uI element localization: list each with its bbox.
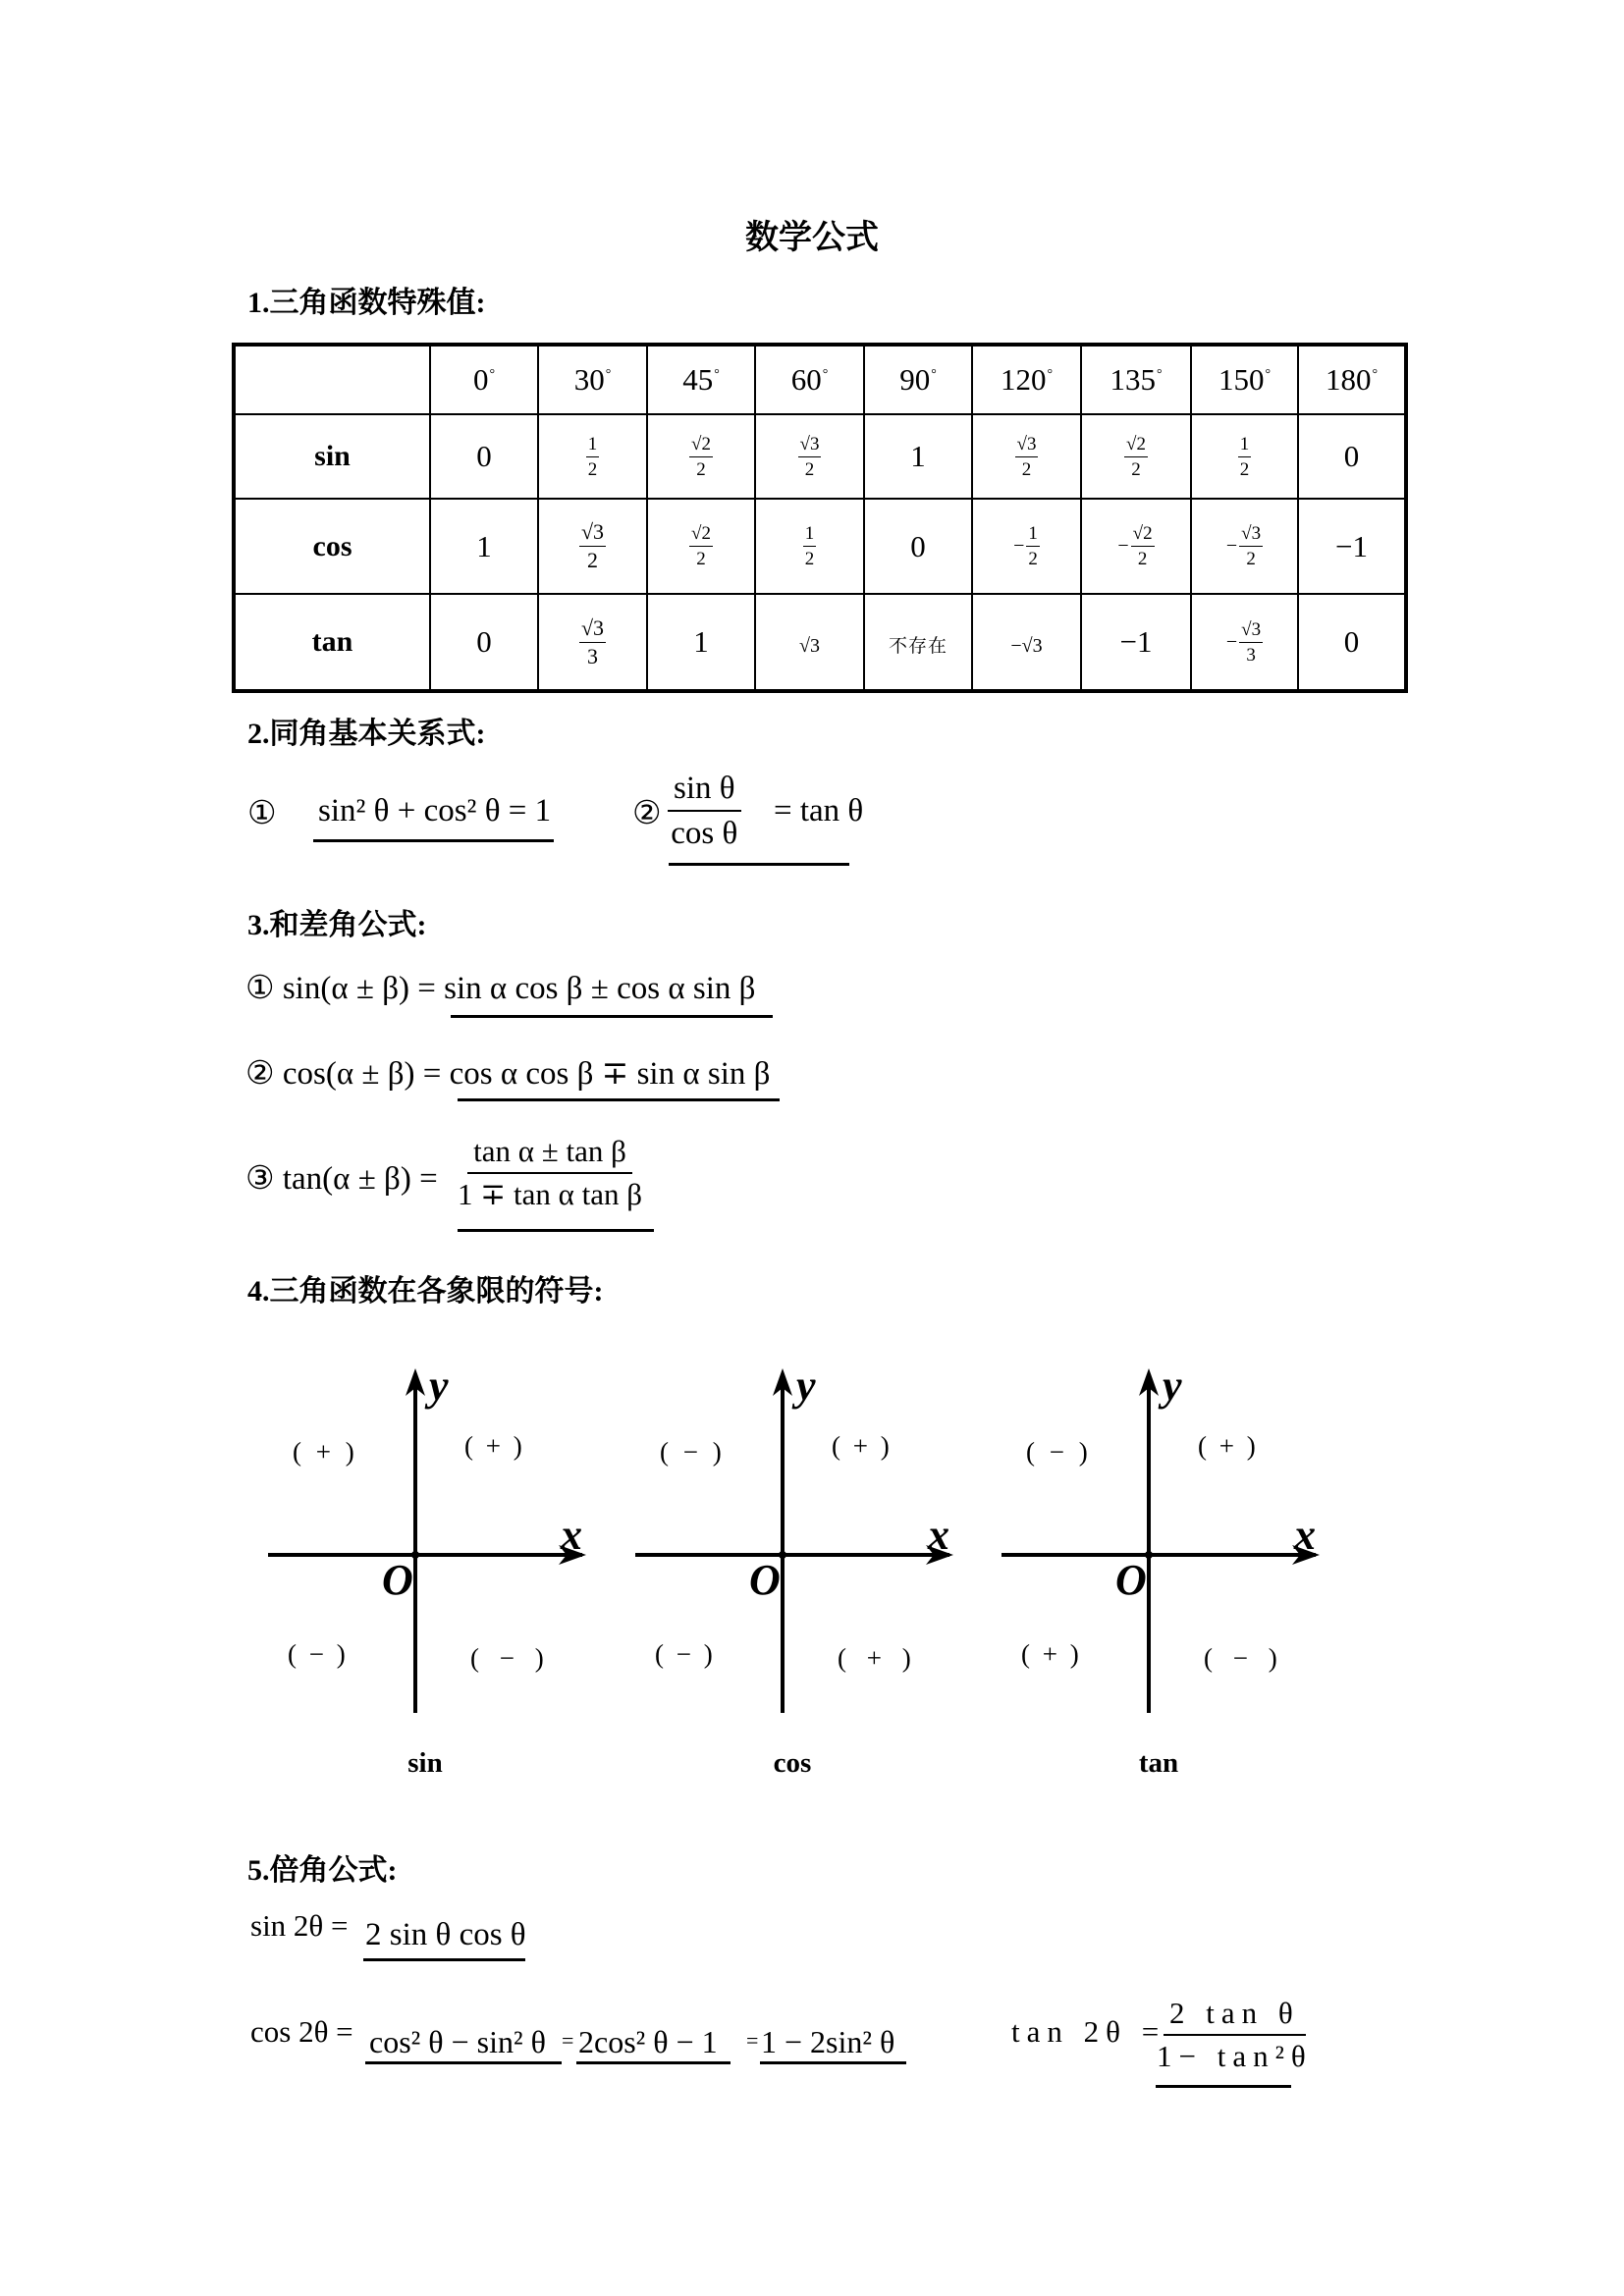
fraction-numerator: √2 <box>689 524 713 547</box>
value-cell: −1 <box>1298 499 1406 594</box>
fraction <box>1238 435 1252 479</box>
fraction-numerator: 1 <box>586 435 600 457</box>
diagram-caption: sin <box>407 1747 443 1779</box>
quadrant-3-sign: ( − ) <box>655 1639 713 1669</box>
fraction-denominator: 1 ∓ tan α tan β <box>458 1177 642 1212</box>
quadrant-4-sign: ( + ) <box>838 1643 911 1673</box>
value-cell: 0 <box>430 594 538 691</box>
fraction <box>1015 435 1039 479</box>
fraction-numerator: √3 <box>1239 524 1263 547</box>
angle-header <box>538 345 647 414</box>
x-axis-label: x <box>928 1511 949 1559</box>
answer-underline <box>458 1098 780 1101</box>
value-cell: 0 <box>1298 414 1406 499</box>
value-cell: 1 <box>430 499 538 594</box>
angle-value: 120 <box>1000 362 1047 398</box>
fraction-numerator: √3 <box>1015 435 1039 457</box>
fraction-denominator: 2 <box>1246 549 1256 570</box>
diagram-caption: cos <box>773 1747 812 1779</box>
quadrant-2-sign: ( − ) <box>1026 1437 1088 1467</box>
fraction <box>1239 524 1263 568</box>
undefined-value: 不存在 <box>888 635 947 658</box>
row-label: sin <box>234 414 430 499</box>
table-row-cos <box>234 499 1406 594</box>
fraction-numerator: √3 <box>798 435 822 457</box>
answer-underline <box>1156 2085 1291 2088</box>
row-label: cos <box>234 499 430 594</box>
value-cell <box>1081 414 1191 499</box>
value-cell <box>1081 499 1191 594</box>
origin-label: O <box>1115 1556 1147 1604</box>
value-cell: −1 <box>1081 594 1191 691</box>
value-cell <box>647 414 755 499</box>
angle-value: 60 <box>790 362 822 398</box>
value-cell <box>755 414 864 499</box>
value-cell <box>864 594 972 691</box>
angle-value: 180 <box>1325 362 1372 398</box>
double-angle-cos-lhs: cos 2θ = <box>250 2014 353 2049</box>
answer-underline <box>576 2061 731 2064</box>
fraction-numerator: √3 <box>1239 620 1263 643</box>
angle-header <box>647 345 755 414</box>
row-label: tan <box>234 594 430 691</box>
minus-sign: − <box>1013 535 1025 558</box>
value-cell <box>538 594 647 691</box>
quadrant-3-sign: ( + ) <box>1021 1639 1079 1669</box>
origin-label: O <box>749 1556 781 1604</box>
fraction-numerator: √2 <box>689 435 713 457</box>
equals-sign: = <box>746 2028 759 2053</box>
double-angle-tan-lhs: tan 2θ = <box>1011 2014 1166 2049</box>
page-title: 数学公式 <box>745 220 879 256</box>
double-angle-cos-form-b: 2cos² θ − 1 <box>578 2024 718 2059</box>
y-axis-label: y <box>1163 1362 1182 1410</box>
fraction <box>1124 435 1148 479</box>
section-4-heading: 4.三角函数在各象限的符号: <box>247 1275 604 1308</box>
fraction <box>1131 524 1155 568</box>
diagram-caption: tan <box>1138 1747 1179 1779</box>
value-cell <box>755 499 864 594</box>
value-cell <box>647 499 755 594</box>
quadrant-4-sign: ( − ) <box>1204 1643 1277 1673</box>
fraction <box>1239 620 1263 665</box>
formula-lhs: cos(α ± β) = <box>282 1056 442 1092</box>
value-cell <box>538 499 647 594</box>
answer-underline <box>363 1958 525 1961</box>
minus-sign: − <box>1225 535 1238 558</box>
table-row-tan <box>234 594 1406 691</box>
fraction-numerator: √2 <box>1131 524 1155 547</box>
value-cell <box>1191 594 1298 691</box>
quadrant-1-sign: ( + ) <box>832 1431 890 1461</box>
value-cell <box>538 414 647 499</box>
angle-header <box>755 345 864 414</box>
formula-marker-2: ② <box>632 796 662 831</box>
angle-value: 45 <box>682 362 714 398</box>
fraction-numerator: 1 <box>803 524 817 547</box>
root-value: −√3 <box>1010 635 1043 658</box>
fraction <box>579 521 606 571</box>
quadrant-3-sign: ( − ) <box>288 1639 346 1669</box>
value-cell <box>1191 414 1298 499</box>
fraction-numerator: √2 <box>1124 435 1148 457</box>
angle-value: 30 <box>573 362 605 398</box>
fraction <box>586 435 600 479</box>
fraction-denominator: cos θ <box>671 816 738 852</box>
fraction-denominator: 3 <box>586 643 598 668</box>
fraction-denominator: 3 <box>1246 644 1256 666</box>
degree-symbol: ° <box>1265 366 1272 382</box>
fraction <box>579 614 606 668</box>
value-cell: 0 <box>430 414 538 499</box>
section-2-heading: 2.同角基本关系式: <box>247 718 486 750</box>
degree-symbol: ° <box>605 366 612 382</box>
fraction-denominator: 2 <box>1137 549 1148 570</box>
degree-symbol: ° <box>714 366 720 382</box>
fraction-denominator: 2 <box>586 548 598 573</box>
equals-sign: = <box>562 2028 574 2053</box>
angle-value: 0 <box>472 362 489 398</box>
sum-formula-sin <box>245 968 755 1007</box>
fraction-numerator: tan α ± tan β <box>467 1135 632 1174</box>
double-angle-sin-rhs: 2 sin θ cos θ <box>365 1917 526 1952</box>
angle-header <box>1191 345 1298 414</box>
angle-value: 150 <box>1218 362 1265 398</box>
answer-underline <box>313 839 554 842</box>
angle-header <box>972 345 1081 414</box>
angle-header <box>1081 345 1191 414</box>
fraction <box>798 435 822 479</box>
answer-underline <box>451 1015 773 1018</box>
section-5-heading: 5.倍角公式: <box>247 1854 398 1887</box>
fraction-numerator: 1 <box>1238 435 1252 457</box>
angle-value: 90 <box>899 362 931 398</box>
value-cell: 1 <box>647 594 755 691</box>
fraction-numerator: √3 <box>579 617 606 643</box>
formula-marker-1: ① <box>247 796 277 831</box>
double-angle-tan-fraction <box>1157 1997 1313 2073</box>
root-value: √3 <box>799 635 820 658</box>
value-cell: 0 <box>864 499 972 594</box>
y-axis-label: y <box>429 1362 449 1410</box>
corner-cell <box>234 345 430 414</box>
value-cell <box>972 499 1081 594</box>
degree-symbol: ° <box>1372 366 1379 382</box>
answer-underline <box>365 2061 562 2064</box>
quotient-identity-fraction <box>668 771 741 852</box>
value-cell: 0 <box>1298 594 1406 691</box>
fraction <box>689 524 713 568</box>
sum-formula-tan-lhs <box>245 1158 438 1198</box>
quadrant-2-sign: ( − ) <box>660 1437 722 1467</box>
value-cell <box>1191 499 1298 594</box>
formula-rhs: cos α cos β ∓ sin α sin β <box>449 1056 771 1092</box>
table-header-row <box>234 345 1406 414</box>
degree-symbol: ° <box>931 366 937 382</box>
x-axis-label: x <box>1294 1511 1316 1559</box>
value-cell <box>972 414 1081 499</box>
quadrant-1-sign: ( + ) <box>1198 1431 1256 1461</box>
formula-lhs: tan(α ± β) = <box>282 1161 438 1197</box>
quadrant-1-sign: ( + ) <box>464 1431 522 1461</box>
angle-header <box>1298 345 1406 414</box>
table-row-sin <box>234 414 1406 499</box>
value-cell: 1 <box>864 414 972 499</box>
answer-underline <box>458 1229 654 1232</box>
sum-formula-tan-fraction <box>458 1135 642 1211</box>
value-cell <box>755 594 864 691</box>
angle-header <box>864 345 972 414</box>
double-angle-cos-form-c: 1 − 2sin² θ <box>761 2024 895 2059</box>
fraction-denominator: 2 <box>587 458 598 480</box>
fraction-numerator: 2 tan θ <box>1164 1997 1306 2036</box>
special-values-table <box>232 343 1408 693</box>
quotient-identity-rhs: = tan θ <box>774 793 864 828</box>
minus-sign: − <box>1225 630 1238 653</box>
quadrant-2-sign: ( + ) <box>293 1437 354 1467</box>
fraction <box>689 435 713 479</box>
double-angle-sin-lhs: sin 2θ = <box>250 1908 349 1943</box>
double-angle-cos-form-a: cos² θ − sin² θ <box>369 2024 546 2059</box>
fraction-denominator: 2 <box>1131 458 1141 480</box>
pythagorean-identity: sin² θ + cos² θ = 1 <box>318 793 552 828</box>
value-cell <box>972 594 1081 691</box>
fraction-denominator: 1− tan²θ <box>1157 2039 1313 2074</box>
fraction-denominator: 2 <box>696 549 706 570</box>
fraction-numerator: sin θ <box>668 771 741 812</box>
degree-symbol: ° <box>1156 366 1163 382</box>
fraction-denominator: 2 <box>696 458 706 480</box>
y-axis-label: y <box>796 1362 816 1410</box>
formula-lhs: sin(α ± β) = <box>282 971 436 1006</box>
x-axis-label: x <box>561 1511 582 1559</box>
formula-rhs: sin α cos β ± cos α sin β <box>444 971 756 1006</box>
fraction-denominator: 2 <box>1028 549 1038 570</box>
fraction-denominator: 2 <box>804 549 815 570</box>
degree-symbol: ° <box>489 366 496 382</box>
fraction-numerator: 1 <box>1026 524 1040 547</box>
fraction-denominator: 2 <box>1239 458 1250 480</box>
fraction-numerator: √3 <box>579 521 606 547</box>
answer-underline <box>669 863 849 866</box>
answer-underline <box>760 2061 906 2064</box>
sum-formula-cos <box>245 1053 770 1093</box>
formula-marker: ① <box>245 971 275 1006</box>
origin-label: O <box>382 1556 413 1604</box>
degree-symbol: ° <box>1047 366 1054 382</box>
fraction <box>1026 524 1040 568</box>
fraction <box>803 524 817 568</box>
fraction-denominator: 2 <box>1021 458 1032 480</box>
formula-marker: ③ <box>245 1161 275 1197</box>
degree-symbol: ° <box>822 366 829 382</box>
angle-value: 135 <box>1110 362 1156 398</box>
section-1-heading: 1.三角函数特殊值: <box>247 287 486 319</box>
formula-marker: ② <box>245 1056 275 1092</box>
angle-header <box>430 345 538 414</box>
minus-sign: − <box>1117 535 1129 558</box>
fraction-denominator: 2 <box>804 458 815 480</box>
quadrant-4-sign: ( − ) <box>470 1643 544 1673</box>
section-3-heading: 3.和差角公式: <box>247 909 427 941</box>
